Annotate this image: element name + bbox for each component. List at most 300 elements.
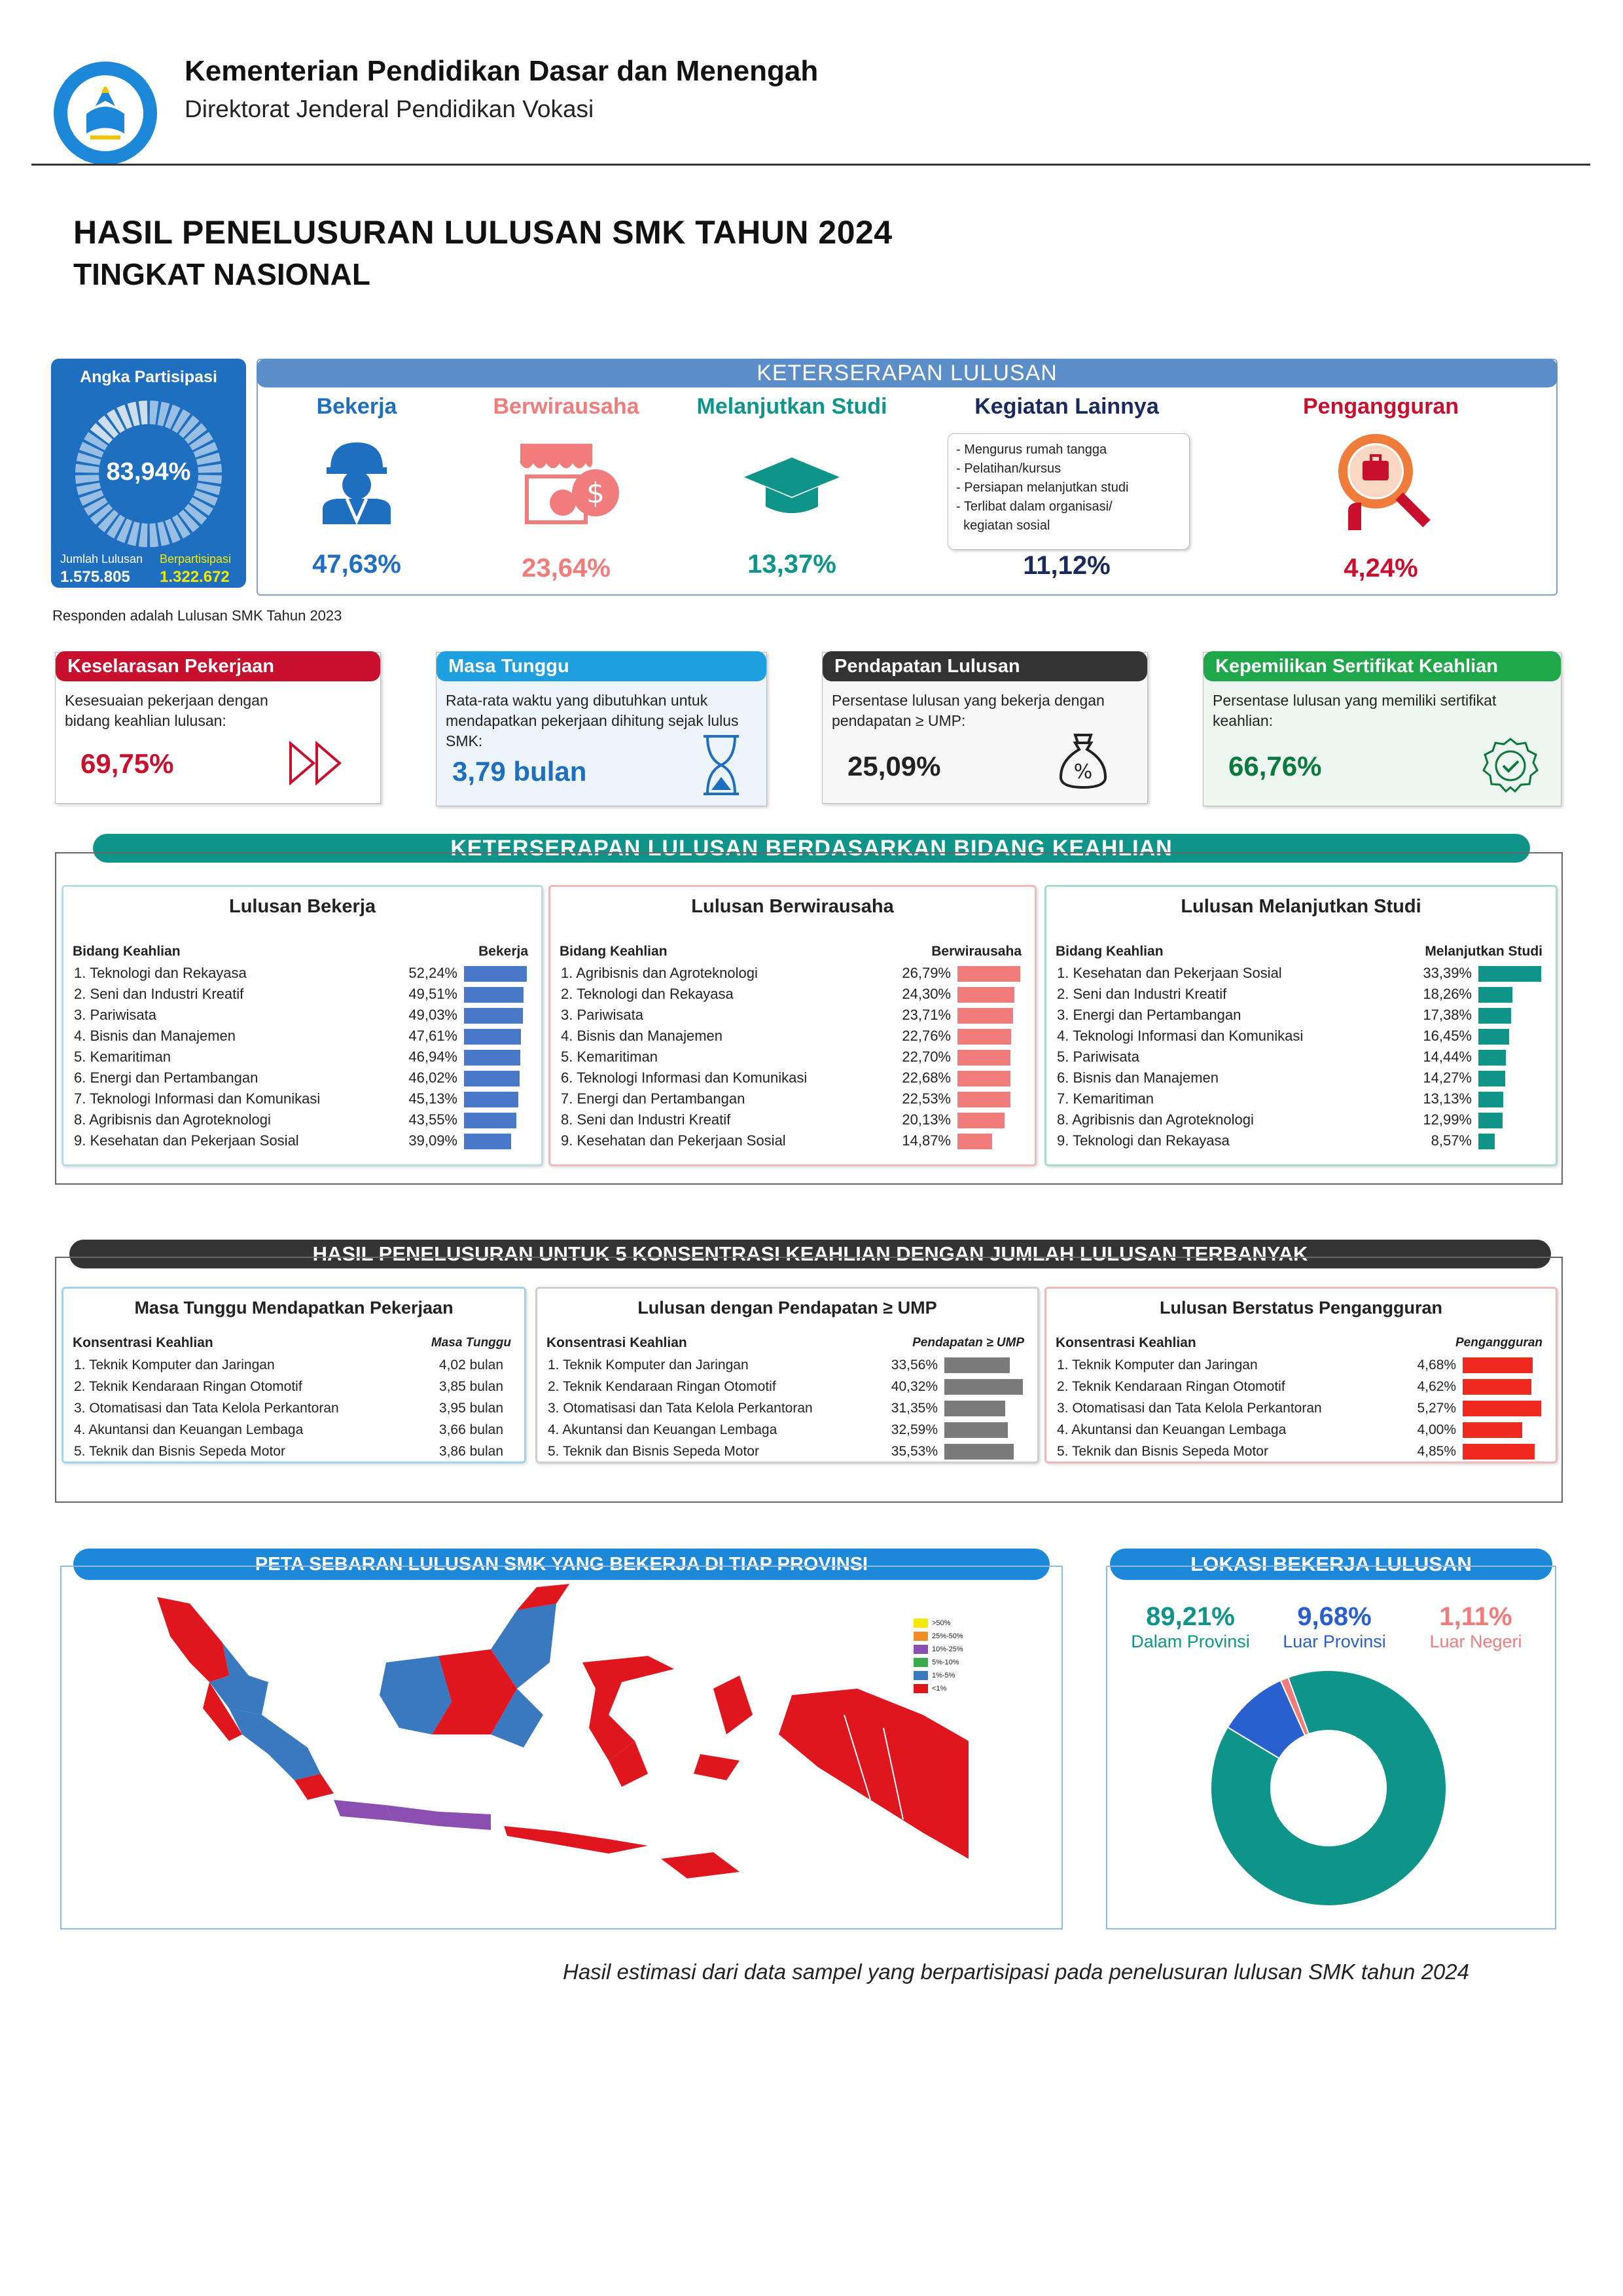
kon-table-card bbox=[62, 1287, 526, 1463]
participation-card bbox=[51, 359, 246, 588]
column-header: Bekerja bbox=[478, 944, 528, 959]
legend-label: 10%-25% bbox=[932, 1645, 963, 1653]
absorption-studi bbox=[687, 394, 897, 590]
kpi-value: 3,79 bulan bbox=[452, 756, 587, 787]
row-label: 3. Otomatisasi dan Tata Kelola Perkantoran bbox=[74, 1400, 339, 1416]
map-sumatra-north bbox=[157, 1597, 229, 1682]
table-header-row bbox=[1056, 941, 1543, 963]
column-header: Bidang Keahlian bbox=[560, 944, 668, 959]
row-label: 9. Kesehatan dan Pekerjaan Sosial bbox=[561, 1132, 786, 1149]
table-row bbox=[73, 963, 528, 984]
participation-label: Angka Partisipasi bbox=[80, 368, 217, 386]
other-activity-item: - Terlibat dalam organisasi/ bbox=[956, 499, 1113, 514]
kpi-card-pendapatan bbox=[822, 652, 1148, 804]
page-subtitle: TINGKAT NASIONAL bbox=[73, 257, 371, 291]
row-value: 40,32% bbox=[891, 1378, 938, 1394]
absorption-title: KETERSERAPAN LULUSAN bbox=[257, 359, 1558, 387]
pengangguran-label: Pengangguran bbox=[1302, 394, 1459, 419]
row-value: 22,53% bbox=[902, 1090, 951, 1107]
bar-cell bbox=[1477, 1026, 1543, 1047]
data-table bbox=[1056, 941, 1543, 1151]
bar-cell bbox=[508, 1397, 511, 1419]
bar-cell bbox=[463, 984, 528, 1005]
row-label: 2. Seni dan Industri Kreatif bbox=[1057, 986, 1227, 1002]
location-label: Luar Provinsi bbox=[1283, 1632, 1386, 1651]
row-label: 2. Teknik Kendaraan Ringan Otomotif bbox=[548, 1378, 776, 1394]
bar-cell bbox=[1461, 1419, 1543, 1441]
row-label: 6. Energi dan Pertambangan bbox=[74, 1069, 259, 1086]
table-row bbox=[560, 1088, 1022, 1109]
row-label: 2. Teknologi dan Rekayasa bbox=[561, 986, 734, 1002]
row-label: 4. Bisnis dan Manajemen bbox=[561, 1028, 723, 1044]
row-label: 1. Teknik Komputer dan Jaringan bbox=[548, 1357, 749, 1372]
bar-mark bbox=[957, 1113, 1005, 1128]
data-table bbox=[73, 1332, 511, 1462]
bar-cell bbox=[463, 1026, 528, 1047]
row-value: 14,44% bbox=[1423, 1049, 1472, 1065]
row-value: 22,76% bbox=[902, 1028, 951, 1044]
map-ntt bbox=[661, 1852, 740, 1878]
kpi-title: Pendapatan Lulusan bbox=[823, 651, 1147, 681]
bekerja-label: Bekerja bbox=[316, 394, 397, 419]
bar-mark bbox=[944, 1401, 1005, 1416]
table-row bbox=[1056, 1441, 1543, 1462]
bar-cell bbox=[943, 1441, 1024, 1462]
row-value: 13,13% bbox=[1423, 1090, 1472, 1107]
row-label: 4. Teknologi Informasi dan Komunikasi bbox=[1057, 1028, 1304, 1044]
bar-cell bbox=[956, 1005, 1022, 1026]
row-label: 1. Agribisnis dan Agroteknologi bbox=[561, 965, 758, 981]
other-activities-box bbox=[948, 433, 1190, 550]
location-donut-chart bbox=[1204, 1664, 1453, 1912]
map-maluku bbox=[713, 1676, 753, 1734]
bar-cell bbox=[956, 1088, 1022, 1109]
table-title: Lulusan Melanjutkan Studi bbox=[1181, 896, 1421, 917]
bar-cell bbox=[1461, 1376, 1543, 1397]
row-label: 5. Teknik dan Bisnis Sepeda Motor bbox=[548, 1443, 759, 1459]
absorption-bekerja bbox=[275, 394, 438, 590]
kon-table-card bbox=[1044, 1287, 1558, 1463]
row-label: 4. Akuntansi dan Keuangan Lembaga bbox=[1057, 1422, 1287, 1437]
row-label: 5. Pariwisata bbox=[1057, 1049, 1139, 1065]
row-label: 2. Seni dan Industri Kreatif bbox=[74, 986, 244, 1002]
graduates-label: Jumlah Lulusan bbox=[60, 552, 143, 565]
row-value: 47,61% bbox=[408, 1028, 457, 1044]
footnote: Hasil estimasi dari data sampel yang berpartisipasi pada penelusuran lulusan SMK tahun 2024 bbox=[563, 1960, 1469, 1984]
table-row bbox=[73, 1026, 528, 1047]
kpi-title: Kepemilikan Sertifikat Keahlian bbox=[1204, 651, 1561, 681]
row-label: 4. Bisnis dan Manajemen bbox=[74, 1028, 236, 1044]
data-table bbox=[1056, 1332, 1543, 1462]
column-header: Konsentrasi Keahlian bbox=[546, 1335, 687, 1350]
table-row bbox=[1056, 1419, 1543, 1441]
row-value: 33,39% bbox=[1423, 965, 1472, 981]
konsentrasi-section-title: HASIL PENELUSURAN UNTUK 5 KONSENTRASI KEAHLIAN DENGAN JUMLAH LULUSAN TERBANYAK bbox=[69, 1240, 1551, 1268]
column-header: Berwirausaha bbox=[931, 944, 1022, 959]
row-value: 4,02 bulan bbox=[438, 1357, 503, 1372]
map-title: PETA SEBARAN LULUSAN SMK YANG BEKERJA DI TIAP PROVINSI bbox=[73, 1549, 1050, 1580]
berwirausaha-label: Berwirausaha bbox=[493, 394, 639, 419]
bar-mark bbox=[1478, 1050, 1506, 1066]
row-value: 52,24% bbox=[408, 965, 457, 981]
lainnya-value: 11,12% bbox=[1023, 551, 1111, 580]
table-row bbox=[1056, 1067, 1543, 1088]
bar-cell bbox=[1461, 1441, 1543, 1462]
participation-ring-segment bbox=[150, 401, 159, 425]
legend-label: 1%-5% bbox=[932, 1672, 955, 1679]
table-row bbox=[1056, 1026, 1543, 1047]
bar-mark bbox=[944, 1379, 1023, 1395]
row-value: 4,62% bbox=[1417, 1378, 1456, 1394]
table-header-row bbox=[546, 1332, 1024, 1354]
bidang-table-card bbox=[548, 885, 1037, 1166]
bidang-table-card bbox=[62, 885, 543, 1166]
kpi-title: Masa Tunggu bbox=[437, 651, 766, 681]
bar-cell bbox=[1477, 1005, 1543, 1026]
studi-value: 13,37% bbox=[747, 550, 836, 579]
legend-swatch bbox=[914, 1671, 928, 1680]
bar-cell bbox=[1477, 1130, 1543, 1151]
row-value: 3,95 bulan bbox=[438, 1400, 503, 1416]
map-legend bbox=[914, 1617, 963, 1695]
row-label: 2. Teknik Kendaraan Ringan Otomotif bbox=[74, 1378, 302, 1394]
row-value: 46,02% bbox=[408, 1069, 457, 1086]
table-row bbox=[560, 1067, 1022, 1088]
bar-mark bbox=[464, 1113, 516, 1128]
table-title: Lulusan Berstatus Pengangguran bbox=[1159, 1298, 1443, 1318]
bar-mark bbox=[1478, 1092, 1503, 1107]
legend-swatch bbox=[914, 1645, 928, 1654]
bar-cell bbox=[1477, 1109, 1543, 1130]
location-value: 1,11% bbox=[1439, 1602, 1512, 1631]
bar-mark bbox=[944, 1422, 1008, 1438]
bar-mark bbox=[1478, 1113, 1503, 1128]
table-row bbox=[546, 1397, 1024, 1419]
bar-cell bbox=[463, 1130, 528, 1151]
table-row bbox=[546, 1354, 1024, 1376]
row-label: 4. Akuntansi dan Keuangan Lembaga bbox=[74, 1422, 304, 1437]
row-value: 4,00% bbox=[1417, 1422, 1456, 1437]
map-legend-item bbox=[914, 1669, 963, 1682]
bar-mark bbox=[957, 1134, 992, 1149]
table-row bbox=[1056, 1376, 1543, 1397]
table-row bbox=[560, 1005, 1022, 1026]
location-label: Dalam Provinsi bbox=[1131, 1632, 1250, 1651]
bar-mark bbox=[957, 1008, 1013, 1024]
column-header: Pengangguran bbox=[1455, 1336, 1543, 1350]
graduation-cap-icon bbox=[743, 454, 841, 520]
row-value: 5,27% bbox=[1417, 1400, 1456, 1416]
table-row bbox=[1056, 1047, 1543, 1067]
row-value: 16,45% bbox=[1423, 1028, 1472, 1044]
kpi-title: Keselarasan Pekerjaan bbox=[56, 651, 380, 681]
respondent-note: Responden adalah Lulusan SMK Tahun 2023 bbox=[52, 607, 342, 624]
row-label: 8. Agribisnis dan Agroteknologi bbox=[74, 1111, 271, 1128]
table-row bbox=[73, 984, 528, 1005]
table-row bbox=[1056, 1130, 1543, 1151]
ministry-logo bbox=[52, 60, 158, 166]
bar-cell bbox=[956, 1047, 1022, 1067]
row-value: 20,13% bbox=[902, 1111, 951, 1128]
table-row bbox=[560, 963, 1022, 984]
header-divider bbox=[31, 164, 1590, 166]
bar-mark bbox=[464, 1029, 521, 1045]
column-header: Konsentrasi Keahlian bbox=[73, 1335, 213, 1350]
certificate-badge-icon bbox=[1481, 736, 1540, 795]
column-header: Masa Tunggu bbox=[431, 1336, 511, 1350]
bar-mark bbox=[957, 1092, 1010, 1107]
bar-mark bbox=[1478, 987, 1512, 1003]
bar-cell bbox=[463, 1088, 528, 1109]
page-title: HASIL PENELUSURAN LULUSAN SMK TAHUN 2024 bbox=[73, 214, 893, 251]
bar-cell bbox=[956, 963, 1022, 984]
column-header: Melanjutkan Studi bbox=[1425, 944, 1543, 959]
row-value: 3,66 bulan bbox=[438, 1422, 503, 1437]
participation-ring-segment bbox=[139, 401, 148, 425]
bar-mark bbox=[464, 1071, 520, 1086]
location-dalam bbox=[1122, 1602, 1259, 1652]
bar-cell bbox=[943, 1376, 1024, 1397]
table-row bbox=[73, 1109, 528, 1130]
other-activity-item: kegiatan sosial bbox=[956, 518, 1050, 533]
table-title: Lulusan Bekerja bbox=[228, 896, 376, 917]
other-activity-item: - Persiapan melanjutkan studi bbox=[956, 480, 1129, 495]
legend-label: <1% bbox=[932, 1685, 947, 1693]
participation-ring-segment bbox=[139, 523, 148, 547]
table-title: Lulusan dengan Pendapatan ≥ UMP bbox=[637, 1298, 937, 1318]
job-search-icon bbox=[1335, 432, 1433, 537]
pengangguran-value: 4,24% bbox=[1344, 554, 1418, 583]
bar-mark bbox=[464, 1134, 511, 1149]
table-row bbox=[73, 1088, 528, 1109]
row-value: 22,70% bbox=[902, 1049, 951, 1065]
column-header: Bidang Keahlian bbox=[73, 944, 181, 959]
map-java-east bbox=[438, 1812, 491, 1830]
data-table bbox=[546, 1332, 1024, 1462]
ministry-name: Kementerian Pendidikan Dasar dan Menengah bbox=[185, 55, 819, 87]
row-label: 5. Teknik dan Bisnis Sepeda Motor bbox=[1057, 1443, 1268, 1459]
row-label: 3. Energi dan Pertambangan bbox=[1057, 1007, 1241, 1023]
kpi-desc: Kesesuaian pekerjaan dengan bidang keahlian lulusan: bbox=[65, 692, 268, 729]
table-row bbox=[73, 1130, 528, 1151]
table-row bbox=[73, 1397, 511, 1419]
row-label: 7. Teknologi Informasi dan Komunikasi bbox=[74, 1090, 321, 1107]
row-label: 5. Kemaritiman bbox=[561, 1049, 658, 1065]
bar-cell bbox=[1477, 1088, 1543, 1109]
data-table bbox=[560, 941, 1022, 1151]
bar-cell bbox=[1477, 1047, 1543, 1067]
table-row bbox=[1056, 984, 1543, 1005]
location-value: 89,21% bbox=[1146, 1602, 1235, 1631]
participated-label: Berpartisipasi bbox=[160, 552, 232, 565]
row-label: 6. Teknologi Informasi dan Komunikasi bbox=[561, 1069, 808, 1086]
row-label: 7. Energi dan Pertambangan bbox=[561, 1090, 745, 1107]
table-header-row bbox=[73, 1332, 511, 1354]
indonesia-province-map bbox=[151, 1584, 975, 1911]
kpi-card-masa-tunggu bbox=[436, 652, 767, 806]
graduates-value: 1.575.805 bbox=[60, 568, 130, 586]
table-row bbox=[546, 1419, 1024, 1441]
kpi-desc: Persentase lulusan yang memiliki sertifikat keahlian: bbox=[1213, 692, 1497, 729]
bar-cell bbox=[956, 1026, 1022, 1047]
row-value: 35,53% bbox=[891, 1443, 938, 1459]
row-label: 8. Agribisnis dan Agroteknologi bbox=[1057, 1111, 1254, 1128]
map-java-central bbox=[386, 1805, 438, 1826]
legend-label: 5%-10% bbox=[932, 1659, 959, 1666]
table-row bbox=[1056, 963, 1543, 984]
bar-cell bbox=[956, 984, 1022, 1005]
column-header: Konsentrasi Keahlian bbox=[1056, 1335, 1196, 1350]
row-value: 8,57% bbox=[1431, 1132, 1472, 1149]
bar-mark bbox=[957, 1071, 1010, 1086]
participated-value: 1.322.672 bbox=[160, 568, 230, 586]
row-label: 7. Kemaritiman bbox=[1057, 1090, 1154, 1107]
bar-mark bbox=[957, 987, 1014, 1003]
map-maluku-south bbox=[694, 1754, 740, 1780]
legend-swatch bbox=[914, 1658, 928, 1667]
bar-cell bbox=[1477, 1067, 1543, 1088]
bar-cell bbox=[956, 1067, 1022, 1088]
row-label: 3. Pariwisata bbox=[74, 1007, 156, 1023]
table-row bbox=[560, 1109, 1022, 1130]
row-value: 33,56% bbox=[891, 1357, 938, 1372]
table-row bbox=[560, 984, 1022, 1005]
berwirausaha-value: 23,64% bbox=[522, 554, 611, 583]
row-value: 12,99% bbox=[1423, 1111, 1472, 1128]
data-table bbox=[73, 941, 528, 1151]
svg-text:%: % bbox=[1073, 761, 1093, 783]
bar-mark bbox=[957, 1050, 1010, 1066]
bar-cell bbox=[508, 1376, 511, 1397]
participation-ring-segment bbox=[150, 523, 159, 547]
row-label: 1. Kesehatan dan Pekerjaan Sosial bbox=[1057, 965, 1282, 981]
location-luar-provinsi bbox=[1272, 1602, 1397, 1652]
location-luar-negeri bbox=[1420, 1602, 1531, 1652]
bar-cell bbox=[1477, 984, 1543, 1005]
row-value: 4,85% bbox=[1417, 1443, 1456, 1459]
legend-swatch bbox=[914, 1632, 928, 1641]
money-bag-icon bbox=[1057, 731, 1109, 790]
location-title: LOKASI BEKERJA LULUSAN bbox=[1110, 1549, 1552, 1580]
bar-cell bbox=[463, 1067, 528, 1088]
row-value: 14,27% bbox=[1423, 1069, 1472, 1086]
bar-cell bbox=[1477, 963, 1543, 984]
bar-mark bbox=[1478, 1008, 1511, 1024]
table-row bbox=[73, 1047, 528, 1067]
row-value: 23,71% bbox=[902, 1007, 951, 1023]
row-value: 39,09% bbox=[408, 1132, 457, 1149]
row-value: 45,13% bbox=[408, 1090, 457, 1107]
map-legend-item bbox=[914, 1682, 963, 1695]
map-sumatra-south bbox=[229, 1708, 321, 1780]
bar-mark bbox=[1463, 1401, 1541, 1416]
row-value: 14,87% bbox=[902, 1132, 951, 1149]
table-row bbox=[1056, 1088, 1543, 1109]
row-label: 3. Pariwisata bbox=[561, 1007, 643, 1023]
table-row bbox=[73, 1005, 528, 1026]
row-value: 18,26% bbox=[1423, 986, 1472, 1002]
legend-swatch bbox=[914, 1684, 928, 1693]
table-row bbox=[1056, 1397, 1543, 1419]
table-row bbox=[1056, 1005, 1543, 1026]
table-row bbox=[560, 1026, 1022, 1047]
row-value: 46,94% bbox=[408, 1049, 457, 1065]
row-label: 5. Teknik dan Bisnis Sepeda Motor bbox=[74, 1443, 285, 1459]
kpi-value: 66,76% bbox=[1228, 751, 1322, 781]
table-header-row bbox=[560, 941, 1022, 963]
table-row bbox=[546, 1441, 1024, 1462]
legend-label: 25%-50% bbox=[932, 1632, 963, 1640]
table-title: Masa Tunggu Mendapatkan Pekerjaan bbox=[134, 1298, 454, 1318]
table-title: Lulusan Berwirausaha bbox=[691, 896, 894, 917]
map-legend-item bbox=[914, 1630, 963, 1643]
map-legend-item bbox=[914, 1617, 963, 1630]
table-row bbox=[546, 1376, 1024, 1397]
kpi-card-keselarasan bbox=[55, 652, 381, 804]
bar-mark bbox=[1463, 1444, 1535, 1460]
legend-swatch bbox=[914, 1619, 928, 1628]
table-row bbox=[1056, 1354, 1543, 1376]
bar-cell bbox=[1461, 1397, 1543, 1419]
row-label: 1. Teknik Komputer dan Jaringan bbox=[74, 1357, 275, 1372]
kpi-desc: Persentase lulusan yang bekerja dengan pendapatan ≥ UMP: bbox=[832, 692, 1105, 729]
bar-mark bbox=[1478, 1134, 1495, 1149]
directorate-name: Direktorat Jenderal Pendidikan Vokasi bbox=[185, 96, 594, 122]
bar-cell bbox=[956, 1109, 1022, 1130]
bar-mark bbox=[1463, 1379, 1531, 1395]
row-label: 5. Kemaritiman bbox=[74, 1049, 171, 1065]
column-header: Pendapatan ≥ UMP bbox=[912, 1336, 1024, 1350]
row-label: 1. Teknologi dan Rekayasa bbox=[74, 965, 247, 981]
row-value: 17,38% bbox=[1423, 1007, 1472, 1023]
row-label: 9. Teknologi dan Rekayasa bbox=[1057, 1132, 1230, 1149]
table-header-row bbox=[73, 941, 528, 963]
bar-mark bbox=[464, 1092, 518, 1107]
map-bali-nusa bbox=[504, 1826, 648, 1854]
bar-cell bbox=[508, 1354, 511, 1376]
studi-label: Melanjutkan Studi bbox=[696, 394, 887, 419]
bar-cell bbox=[956, 1130, 1022, 1151]
row-value: 43,55% bbox=[408, 1111, 457, 1128]
map-papua bbox=[779, 1689, 969, 1859]
location-label: Luar Negeri bbox=[1429, 1632, 1522, 1651]
row-label: 1. Teknik Komputer dan Jaringan bbox=[1057, 1357, 1258, 1372]
bar-mark bbox=[1463, 1357, 1533, 1373]
bar-mark bbox=[944, 1357, 1010, 1373]
bar-mark bbox=[1478, 1029, 1509, 1045]
legend-label: >50% bbox=[932, 1619, 951, 1627]
bidang-section-title: KETERSERAPAN LULUSAN BERDASARKAN BIDANG KEAHLIAN bbox=[93, 834, 1530, 863]
row-label: 4. Akuntansi dan Keuangan Lembaga bbox=[548, 1422, 777, 1437]
bar-cell bbox=[508, 1419, 511, 1441]
bar-mark bbox=[957, 1029, 1011, 1045]
table-row bbox=[73, 1419, 511, 1441]
svg-text:$: $ bbox=[586, 476, 605, 510]
location-value: 9,68% bbox=[1297, 1602, 1372, 1631]
map-sulawesi bbox=[582, 1656, 674, 1761]
bar-mark bbox=[1463, 1422, 1522, 1438]
bar-mark bbox=[944, 1444, 1014, 1460]
row-value: 24,30% bbox=[902, 986, 951, 1002]
row-label: 9. Kesehatan dan Pekerjaan Sosial bbox=[74, 1132, 299, 1149]
bar-mark bbox=[1478, 1071, 1505, 1086]
column-header: Bidang Keahlian bbox=[1056, 944, 1164, 959]
participation-value: 83,94% bbox=[106, 458, 191, 486]
row-label: 2. Teknik Kendaraan Ringan Otomotif bbox=[1057, 1378, 1285, 1394]
table-header-row bbox=[1056, 1332, 1543, 1354]
bar-cell bbox=[943, 1419, 1024, 1441]
other-activity-item: - Mengurus rumah tangga bbox=[956, 442, 1107, 457]
